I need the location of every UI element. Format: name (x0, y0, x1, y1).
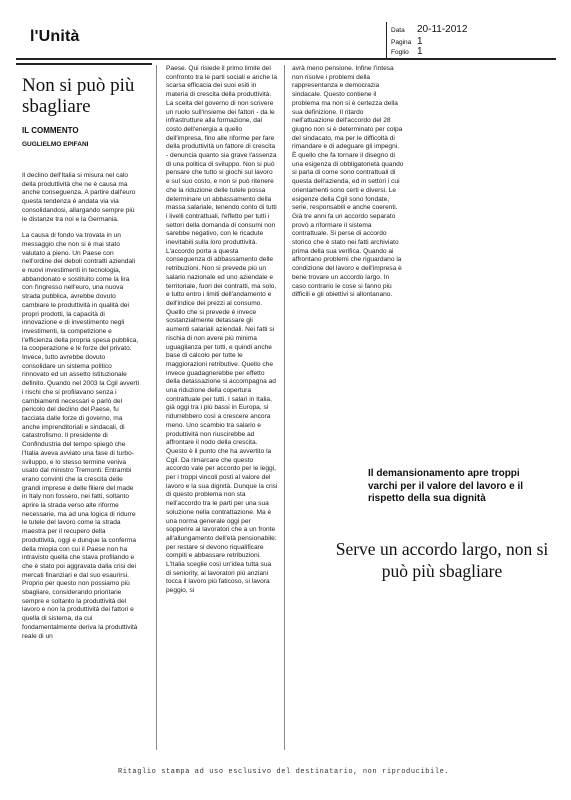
title-rule (16, 63, 152, 65)
pull-quote: Serve un accordo largo, non si può più sbagliare (335, 539, 549, 581)
sheet-value: 1 (417, 46, 423, 57)
newspaper-logo: l'Unità (30, 28, 80, 45)
section-label: IL COMMENTO (22, 126, 79, 135)
paragraph: Il declino dell'Italia si misura nel calo della produttività che ne è causa ma anche conseguenza. A partire dall'euro questa tendenza è andata via via consolidandosi, allargando sempre più le distanze tra noi e la Germania. (22, 172, 136, 223)
column-divider (156, 65, 157, 750)
header-rule (16, 58, 556, 60)
author-name: GUGLIELMO EPIFANI (22, 141, 89, 148)
callout-quote: Il demansionamento apre troppi varchi per il valore del lavoro e il rispetto della sua dignità (368, 468, 524, 504)
date-label: Data (391, 27, 405, 34)
paragraph: Paese. Qui risiede il primo limite del confronto tra le parti sociali e anche la scarsa efficacia dei suoi esiti in materia di crescita della produttività. La scelta del governo di non scrivere un ruolo sull'insieme dei fattori - da le infrastrutture alla formazione, dal costo dell'energia a quello dell'impresa, fino alle riforme per fare della produttività un fattore di crescita - denuncia quanto sia grave l'assenza di una politica di sviluppo. Non si può pensare che tutto si giochi sul lavoro e sul suo costo, e non si può ritenere che la riduzione delle tutele possa determinare un abbassamento della massa salariale, tenendo conto di tutti i livelli contrattuali, l'effetto per tutti i settori della domanda di consumi non sarebbe negativo, con le ricadute inevitabili sulla loro produttività. L'accordo porta a questa conseguenza di abbassamento delle retribuzioni. Non si prevede più un salario nazionale ed uno aziendale e territoriale, fuori dei contratti, ma solo, e tutto entro i limiti dell'andamento e dell'indice dei prezzi al consumo. Quello che si prevede è invece sostanzialmente detassare gli aumenti salariali aziendali. Nei fatti si rischia di non avere più minima uguaglianza per tutti, e quindi anche base di calcolo per tutte le maggiorazioni retributive. Quello che invece guadagnerebbe per effetto della detassazione si accompagna ad una riduzione della copertura contrattuale per tutti. I salari in Italia, già oggi tra i più bassi in Europa, si ridurrebbero così a crescere ancora meno. Uno scambio tra salario e produttività non riuscirebbe ad affrontare il nodo della crescita. Questo è il punto che ha avvertito la Cgil. Da rimarcare che questo accordo vale per accordo per le leggi, per i troppi vincoli posti al valore del lavoro e la sua dignità. Dunque la crisi di questo problema non sta nell'accordo tra le parti per una sua soluzione nella contrattazione. Ma è una norma generale oggi per sopperire ai lavoratori che a un fronte all'allungamento dell'età pensionabile: per restare si devono riqualificare compiti e abbassare retribuzioni. L'Italia sceglie così un'idea tutta sua di seniority, ai lavoratori più anziani tocca il lavoro più faticoso, si lavora peggio, si (166, 65, 278, 595)
copyright-footer: Ritaglio stampa ad uso esclusivo del destinatario, non riproducibile. (118, 768, 450, 776)
sheet-row (391, 46, 423, 57)
clipping-info-box (386, 22, 557, 58)
date-value: 20-11-2012 (417, 24, 468, 35)
article-column-2 (166, 65, 278, 745)
page-value: 1 (417, 36, 423, 47)
paragraph: La causa di fondo va trovata in un messaggio che non si è mai stato valutato a pieno. Un Paese con nell'ordine dei deboli contratti aziendali e nuovi investimenti in tecnologia, abbandonato e sostituito come la lira con l'ingresso nell'euro, una nuova strada pubblica, avrebbe dovuto cambiare le produttività in qualità dei propri prodotti, la capacità di innovazione e di investimento negli investimenti, la competizione e l'efficienza della propria spesa pubblica, la cooperazione e le forze del privato. Invece, tutto avrebbe dovuto consolidare un sistema politico rinnovato ed un assetto istituzionale definito. Quando nel 2003 la Cgil avvertì i rischi che si profilavano senza i cambiamenti necessari e parlò del pericolo del declino del Paese, fu tacciata dalle forze di governo, ma anche imprenditoriali e sindacali, di catastrofismo. Il presidente di Confindustria del tempo spiegò che l'Italia aveva avviato una fase di turbo-sviluppo, e lo stesso termine veniva usato dal ministro Tremonti. Entrambi erano convinti che la crescita delle grandi imprese e delle filiere del made in Italy non fossero, nei fatti, soltanto aprire la strada verso alte riforme necessarie, ma ad una logica di ridurre le tutele del lavoro come la strada maestra per il recupero della produttività, oggi e dunque la conferma della miopia con cui il Paese non ha intravisto quella che stava profilando e che è stato poi aggravata dalla crisi dei mercati finanziari e dal suo esaurirsi. Proprio per questo non possiamo più sbagliare, considerando prioritarie sempre e soltanto la produttività del lavoro e non la produttività dei fattori e quella di sistema, da cui fondamentalmente deriva la produttività reale di un (22, 232, 140, 640)
page-label: Pagina (391, 39, 412, 46)
paragraph: avrà meno pensione. Infine l'intesa non risolve i problemi della rappresentanza e democrazia sindacale. Questo contiene il problema ma non si è certezza della sua definizione. Il ritardo nell'attuazione dell'accordo del 28 giugno non si è determinato per colpa del sindacato, ma per le difficoltà di rimandare e di adeguare gli impegni. È quello che fa tornare il disegno di una esigenza di obbligatorietà quando si parla di come sono contrattuali di questa dell'azienda, ed in settori i cui orientamenti sono certi e diversi. Le esigenze della Cgil sono fondate, serie, responsabili e anche coerenti. Già tre anni fa un accordo separato provò a riformare il sistema contrattuale. Si perse di accordo storico che è stato nei fatti archiviato prima della sua verifica. Quando ai affrontano problemi che riguardano la condizione del lavoro e dell'impresa è bene trovare un accordo largo. In caso contrario le cose si fanno più difficili e gli obiettivi si allontanano. (292, 65, 404, 299)
article-title: Non si può più sbagliare (22, 75, 135, 117)
article-column-3 (292, 65, 404, 327)
date-row (391, 24, 467, 35)
article-column-1 (22, 172, 140, 742)
column-divider (284, 65, 285, 750)
sheet-label: Foglio (391, 49, 409, 56)
